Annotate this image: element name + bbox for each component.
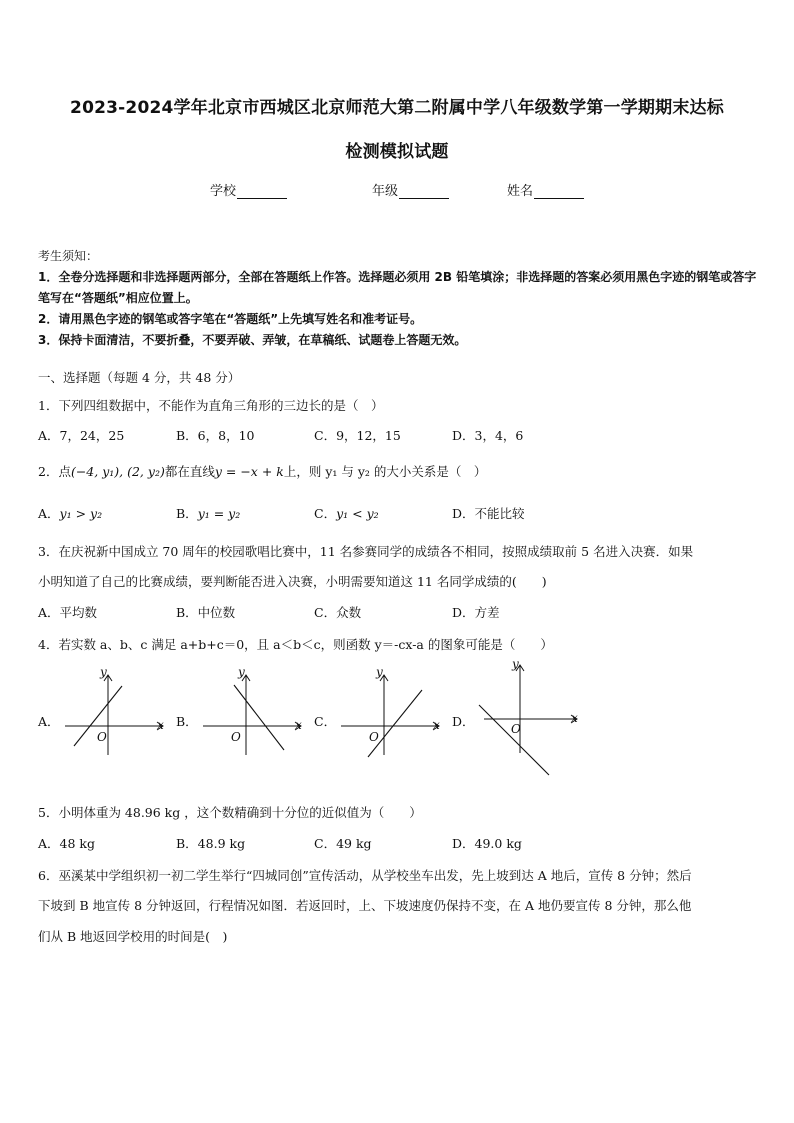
q3-option-d[interactable]: D．方差 xyxy=(452,605,500,620)
origin-label: O xyxy=(231,730,241,744)
name-blank[interactable] xyxy=(534,184,584,199)
q2-option-a[interactable] xyxy=(38,504,102,522)
q6-stem-line-1: 6．巫溪某中学组织初一初二学生举行“四城同创”宣传活动，从学校坐车出发，先上坡到达 A 地后，宣传 8 分钟；然后 xyxy=(38,868,692,883)
q1-option-d[interactable]: D．3，4，6 xyxy=(452,428,524,443)
q5-option-d[interactable]: D．49.0 kg xyxy=(452,836,522,851)
q2-points: (−4, y₁), (2, y₂) xyxy=(70,464,165,479)
q1-option-b[interactable]: B．6，8，10 xyxy=(176,428,255,443)
school-field[interactable] xyxy=(210,180,287,199)
q4-option-b-label[interactable]: B． xyxy=(176,714,198,729)
q6-stem-line-2: 下坡到 B 地宣传 8 分钟返回，行程情况如图．若返回时，上、下坡速度仍保持不变，在 A 地仍要宣传 8 分钟，那么他 xyxy=(38,898,692,913)
q2-option-c-expr: y₁ < y₂ xyxy=(336,506,379,521)
q5-option-b[interactable]: B．48.9 kg xyxy=(176,836,246,851)
section-title: 一、选择题（每题 4 分，共 48 分） xyxy=(38,370,241,385)
q2-option-a-expr: y₁ > y₂ xyxy=(59,506,103,521)
notice-item-1: 1．全卷分选择题和非选择题两部分，全部在答题纸上作答。选择题必须用 2B 铅笔填涂；非选择题的答案必须用黑色字迹的钢笔或答字笔写在“答题纸”相应位置上。 xyxy=(38,270,757,305)
q5-option-c[interactable]: C．49 kg xyxy=(314,836,372,851)
notice-item-2: 2．请用黑色字迹的钢笔或答字笔在“答题纸”上先填写姓名和准考证号。 xyxy=(38,312,423,326)
q2-option-b-expr: y₁ = y₂ xyxy=(197,506,241,521)
grade-blank[interactable] xyxy=(399,184,449,199)
q4-option-a-label[interactable]: A． xyxy=(38,714,60,729)
q2-option-c[interactable] xyxy=(314,504,379,522)
origin-label: O xyxy=(97,730,107,744)
q3-option-a[interactable]: A．平均数 xyxy=(38,605,98,620)
q2-option-c-label: C． xyxy=(314,506,337,521)
x-axis-label: x xyxy=(295,718,302,732)
q2-stem xyxy=(38,462,486,480)
q2-line-equation: y = −x + k xyxy=(214,464,284,479)
title-line-1: 2023-2024学年北京市西城区北京师范大第二附属中学八年级数学第一学期期末达标 xyxy=(70,98,724,118)
q1-stem: 1．下列四组数据中，不能作为直角三角形的三边长的是（ ） xyxy=(38,398,384,413)
q2-option-d[interactable]: D．不能比较 xyxy=(452,506,525,521)
q4-option-c-graph[interactable] xyxy=(336,660,451,760)
grade-label: 年级 xyxy=(372,184,399,199)
origin-label: O xyxy=(511,722,521,736)
exam-title xyxy=(20,86,774,174)
q2-stem-mid: 都在直线 xyxy=(164,464,215,479)
q2-option-b-label: B． xyxy=(176,506,198,521)
title-line-2: 检测模拟试题 xyxy=(345,142,449,162)
exam-notice xyxy=(38,246,758,351)
y-axis-label: y xyxy=(100,665,107,679)
q2-stem-prefix: 2．点 xyxy=(38,464,71,479)
q6-stem-line-3: 们从 B 地返回学校用的时间是( ) xyxy=(38,929,228,944)
q2-stem-end: 上，则 y₁ 与 y₂ 的大小关系是（ ） xyxy=(283,464,487,479)
q3-stem-line-1: 3．在庆祝新中国成立 70 周年的校园歌唱比赛中，11 名参赛同学的成绩各不相同，按照成绩取前 5 名进入决赛．如果 xyxy=(38,544,694,559)
q1-option-a[interactable]: A．7，24，25 xyxy=(38,428,125,443)
q4-option-a-graph[interactable] xyxy=(60,660,175,760)
origin-label: O xyxy=(369,730,379,744)
q5-option-a[interactable]: A．48 kg xyxy=(38,836,95,851)
y-axis-label: y xyxy=(238,665,245,679)
q3-option-b[interactable]: B．中位数 xyxy=(176,605,236,620)
notice-item-3: 3．保持卡面清洁，不要折叠，不要弄破、弄皱，在草稿纸、试题卷上答题无效。 xyxy=(38,333,467,347)
q5-stem: 5．小明体重为 48.96 kg ，这个数精确到十分位的近似值为（ ） xyxy=(38,805,422,820)
q4-option-c-label[interactable]: C． xyxy=(314,714,337,729)
name-label: 姓名 xyxy=(507,184,534,199)
q2-option-b[interactable] xyxy=(176,504,240,522)
q4-option-d-graph[interactable] xyxy=(474,655,589,780)
student-info-fields xyxy=(0,180,794,200)
x-axis-label: x xyxy=(433,718,440,732)
q4-option-b-graph[interactable] xyxy=(198,660,313,760)
x-axis-label: x xyxy=(571,711,578,725)
name-field[interactable] xyxy=(507,180,584,199)
q4-option-d-label[interactable]: D． xyxy=(452,714,475,729)
notice-heading: 考生须知： xyxy=(38,249,99,263)
q3-option-c[interactable]: C．众数 xyxy=(314,605,362,620)
y-axis-label: y xyxy=(376,665,383,679)
grade-field[interactable] xyxy=(372,180,449,199)
school-blank[interactable] xyxy=(237,184,287,199)
q3-stem-line-2: 小明知道了自己的比赛成绩，要判断能否进入决赛，小明需要知道这 11 名同学成绩的( ) xyxy=(38,574,547,589)
q4-stem: 4．若实数 a、b、c 满足 a+b+c＝0，且 a＜b＜c，则函数 y＝-cx-a 的图象可能是（ ） xyxy=(38,637,553,652)
q2-option-a-label: A． xyxy=(38,506,60,521)
q1-option-c[interactable]: C．9，12，15 xyxy=(314,428,401,443)
y-axis-label: y xyxy=(512,657,519,671)
school-label: 学校 xyxy=(210,184,237,199)
x-axis-label: x xyxy=(157,718,164,732)
